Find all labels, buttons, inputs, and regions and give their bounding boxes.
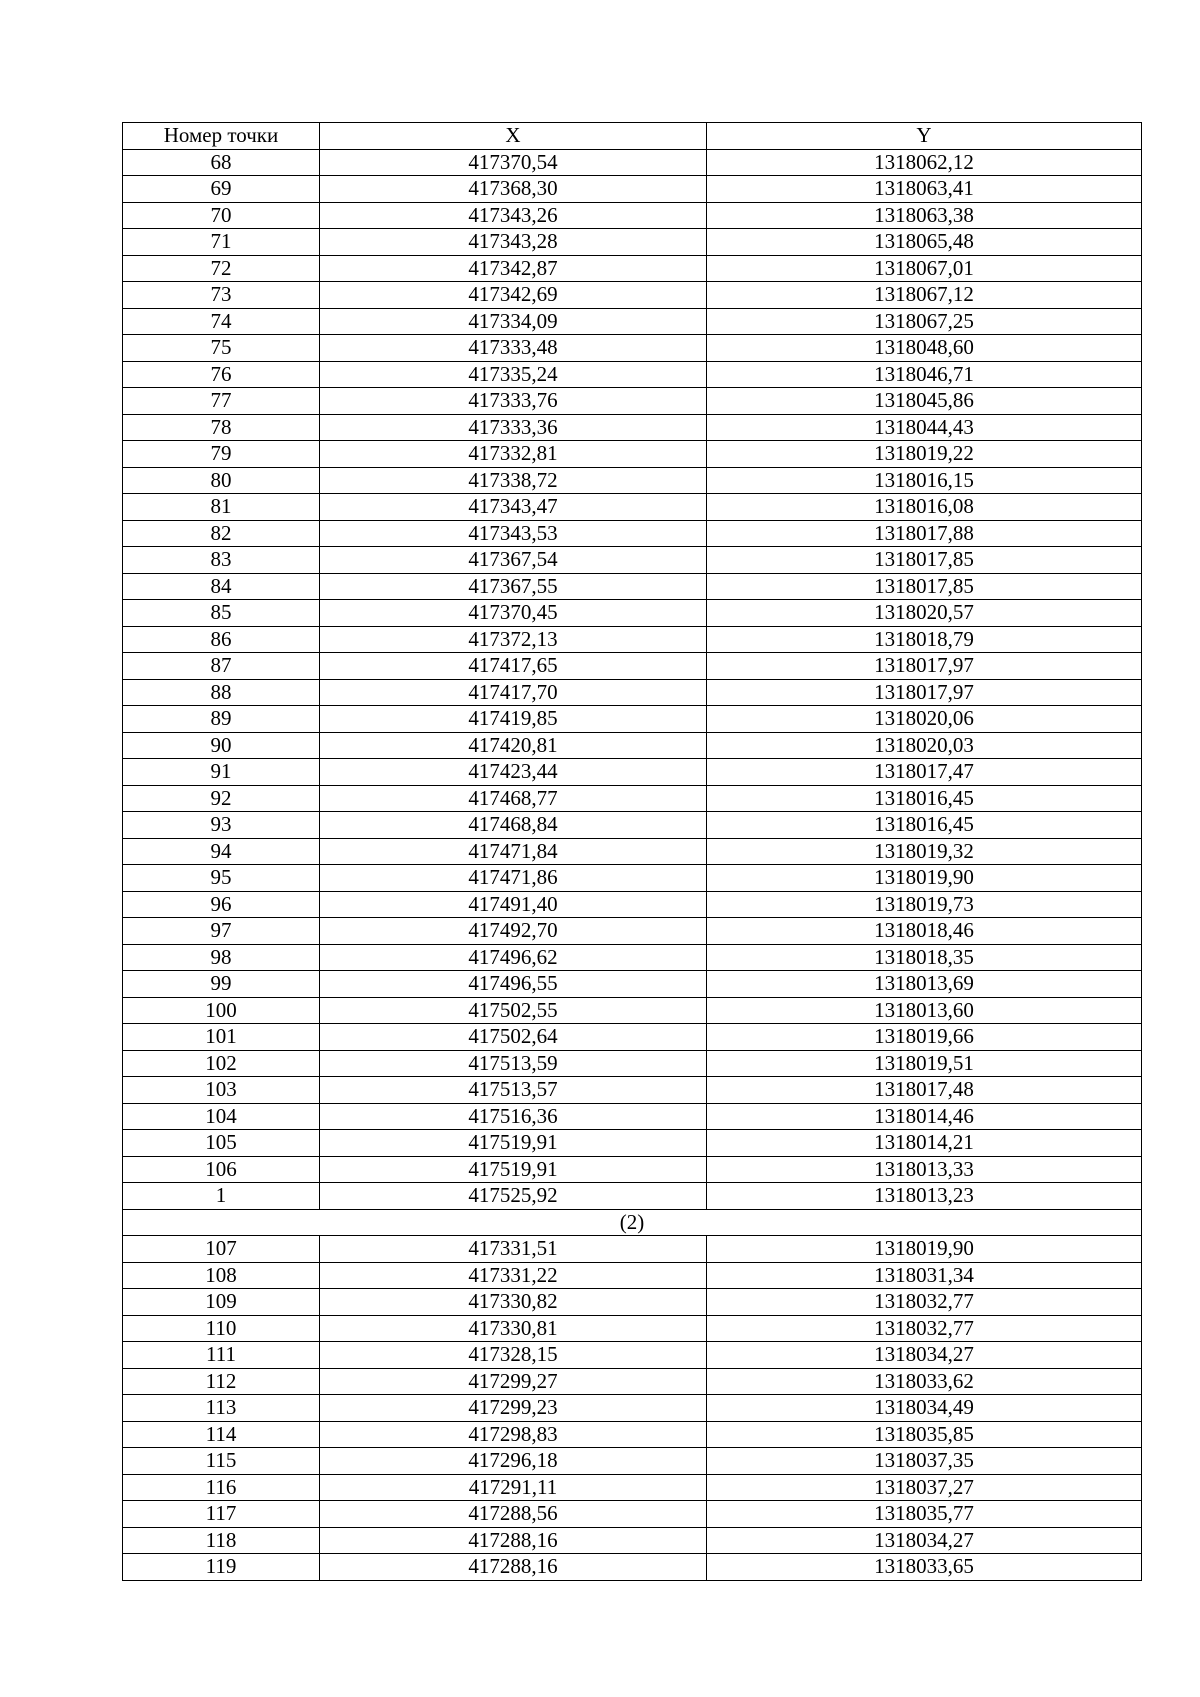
table-row bbox=[123, 441, 1142, 468]
y-cell: 1318065,48 bbox=[707, 229, 1142, 256]
y-cell: 1318063,38 bbox=[707, 202, 1142, 229]
table-row bbox=[123, 1315, 1142, 1342]
point-number-cell: 114 bbox=[123, 1421, 320, 1448]
y-cell: 1318045,86 bbox=[707, 388, 1142, 415]
x-cell: 417420,81 bbox=[320, 732, 707, 759]
y-cell: 1318017,85 bbox=[707, 573, 1142, 600]
x-cell: 417370,54 bbox=[320, 149, 707, 176]
table-row bbox=[123, 229, 1142, 256]
point-number-cell: 92 bbox=[123, 785, 320, 812]
y-cell: 1318044,43 bbox=[707, 414, 1142, 441]
table-row bbox=[123, 891, 1142, 918]
x-cell: 417331,22 bbox=[320, 1262, 707, 1289]
point-number-cell: 85 bbox=[123, 600, 320, 627]
table-row bbox=[123, 785, 1142, 812]
x-cell: 417330,81 bbox=[320, 1315, 707, 1342]
table-row bbox=[123, 918, 1142, 945]
x-cell: 417372,13 bbox=[320, 626, 707, 653]
point-number-cell: 87 bbox=[123, 653, 320, 680]
table-row bbox=[123, 1024, 1142, 1051]
table-row bbox=[123, 1077, 1142, 1104]
y-cell: 1318020,06 bbox=[707, 706, 1142, 733]
table-row bbox=[123, 1342, 1142, 1369]
point-number-cell: 115 bbox=[123, 1448, 320, 1475]
table-row bbox=[123, 944, 1142, 971]
y-cell: 1318016,45 bbox=[707, 785, 1142, 812]
x-cell: 417513,59 bbox=[320, 1050, 707, 1077]
table-row bbox=[123, 653, 1142, 680]
x-cell: 417525,92 bbox=[320, 1183, 707, 1210]
y-cell: 1318017,85 bbox=[707, 547, 1142, 574]
x-cell: 417419,85 bbox=[320, 706, 707, 733]
x-cell: 417335,24 bbox=[320, 361, 707, 388]
point-number-cell: 95 bbox=[123, 865, 320, 892]
point-number-cell: 81 bbox=[123, 494, 320, 521]
x-cell: 417338,72 bbox=[320, 467, 707, 494]
y-cell: 1318016,08 bbox=[707, 494, 1142, 521]
x-cell: 417299,23 bbox=[320, 1395, 707, 1422]
x-cell: 417288,56 bbox=[320, 1501, 707, 1528]
x-cell: 417299,27 bbox=[320, 1368, 707, 1395]
point-number-cell: 108 bbox=[123, 1262, 320, 1289]
x-cell: 417417,70 bbox=[320, 679, 707, 706]
y-cell: 1318017,48 bbox=[707, 1077, 1142, 1104]
table-row bbox=[123, 1527, 1142, 1554]
y-cell: 1318019,22 bbox=[707, 441, 1142, 468]
table-row bbox=[123, 573, 1142, 600]
point-number-cell: 88 bbox=[123, 679, 320, 706]
point-number-cell: 105 bbox=[123, 1130, 320, 1157]
point-number-cell: 100 bbox=[123, 997, 320, 1024]
y-cell: 1318035,85 bbox=[707, 1421, 1142, 1448]
point-number-cell: 71 bbox=[123, 229, 320, 256]
y-cell: 1318019,90 bbox=[707, 1236, 1142, 1263]
table-row bbox=[123, 1130, 1142, 1157]
x-cell: 417519,91 bbox=[320, 1156, 707, 1183]
point-number-cell: 72 bbox=[123, 255, 320, 282]
point-number-cell: 80 bbox=[123, 467, 320, 494]
y-cell: 1318014,21 bbox=[707, 1130, 1142, 1157]
x-cell: 417342,87 bbox=[320, 255, 707, 282]
point-number-cell: 1 bbox=[123, 1183, 320, 1210]
coordinates-table bbox=[122, 122, 1142, 1581]
x-cell: 417468,77 bbox=[320, 785, 707, 812]
point-number-cell: 77 bbox=[123, 388, 320, 415]
x-cell: 417491,40 bbox=[320, 891, 707, 918]
table-row bbox=[123, 971, 1142, 998]
x-cell: 417342,69 bbox=[320, 282, 707, 309]
y-cell: 1318034,27 bbox=[707, 1342, 1142, 1369]
table-row bbox=[123, 176, 1142, 203]
point-number-cell: 83 bbox=[123, 547, 320, 574]
point-number-cell: 76 bbox=[123, 361, 320, 388]
y-cell: 1318035,77 bbox=[707, 1501, 1142, 1528]
point-number-cell: 70 bbox=[123, 202, 320, 229]
point-number-cell: 91 bbox=[123, 759, 320, 786]
x-cell: 417367,55 bbox=[320, 573, 707, 600]
table-row bbox=[123, 812, 1142, 839]
point-number-cell: 109 bbox=[123, 1289, 320, 1316]
point-number-cell: 98 bbox=[123, 944, 320, 971]
x-cell: 417328,15 bbox=[320, 1342, 707, 1369]
point-number-cell: 116 bbox=[123, 1474, 320, 1501]
table-row bbox=[123, 335, 1142, 362]
point-number-cell: 110 bbox=[123, 1315, 320, 1342]
point-number-cell: 104 bbox=[123, 1103, 320, 1130]
y-cell: 1318016,15 bbox=[707, 467, 1142, 494]
y-cell: 1318067,25 bbox=[707, 308, 1142, 335]
y-cell: 1318019,32 bbox=[707, 838, 1142, 865]
y-cell: 1318048,60 bbox=[707, 335, 1142, 362]
table-header-row bbox=[123, 123, 1142, 150]
point-number-cell: 93 bbox=[123, 812, 320, 839]
point-number-cell: 90 bbox=[123, 732, 320, 759]
point-number-cell: 78 bbox=[123, 414, 320, 441]
x-cell: 417332,81 bbox=[320, 441, 707, 468]
y-cell: 1318037,27 bbox=[707, 1474, 1142, 1501]
point-number-cell: 69 bbox=[123, 176, 320, 203]
table-row bbox=[123, 997, 1142, 1024]
table-row bbox=[123, 308, 1142, 335]
table-row bbox=[123, 1448, 1142, 1475]
y-cell: 1318013,23 bbox=[707, 1183, 1142, 1210]
section-separator-row bbox=[123, 1209, 1142, 1236]
table-row bbox=[123, 388, 1142, 415]
y-cell: 1318017,88 bbox=[707, 520, 1142, 547]
table-row bbox=[123, 149, 1142, 176]
x-cell: 417343,47 bbox=[320, 494, 707, 521]
table-row bbox=[123, 494, 1142, 521]
point-number-cell: 73 bbox=[123, 282, 320, 309]
x-cell: 417331,51 bbox=[320, 1236, 707, 1263]
point-number-cell: 94 bbox=[123, 838, 320, 865]
table-row bbox=[123, 1501, 1142, 1528]
y-cell: 1318019,51 bbox=[707, 1050, 1142, 1077]
table-row bbox=[123, 255, 1142, 282]
point-number-cell: 118 bbox=[123, 1527, 320, 1554]
x-cell: 417291,11 bbox=[320, 1474, 707, 1501]
x-cell: 417288,16 bbox=[320, 1527, 707, 1554]
table-row bbox=[123, 547, 1142, 574]
x-cell: 417516,36 bbox=[320, 1103, 707, 1130]
table-row bbox=[123, 1474, 1142, 1501]
table-row bbox=[123, 1183, 1142, 1210]
x-cell: 417471,86 bbox=[320, 865, 707, 892]
point-number-cell: 74 bbox=[123, 308, 320, 335]
y-cell: 1318046,71 bbox=[707, 361, 1142, 388]
y-cell: 1318019,66 bbox=[707, 1024, 1142, 1051]
y-cell: 1318032,77 bbox=[707, 1289, 1142, 1316]
x-cell: 417333,76 bbox=[320, 388, 707, 415]
table-row bbox=[123, 1050, 1142, 1077]
table-row bbox=[123, 1289, 1142, 1316]
x-cell: 417368,30 bbox=[320, 176, 707, 203]
y-cell: 1318020,57 bbox=[707, 600, 1142, 627]
x-cell: 417298,83 bbox=[320, 1421, 707, 1448]
table-row bbox=[123, 1554, 1142, 1581]
y-cell: 1318013,69 bbox=[707, 971, 1142, 998]
point-number-cell: 96 bbox=[123, 891, 320, 918]
point-number-cell: 82 bbox=[123, 520, 320, 547]
x-cell: 417343,53 bbox=[320, 520, 707, 547]
y-cell: 1318017,47 bbox=[707, 759, 1142, 786]
table-row bbox=[123, 706, 1142, 733]
table-row bbox=[123, 202, 1142, 229]
table-row bbox=[123, 1421, 1142, 1448]
y-cell: 1318017,97 bbox=[707, 653, 1142, 680]
table-row bbox=[123, 1103, 1142, 1130]
y-cell: 1318018,79 bbox=[707, 626, 1142, 653]
y-cell: 1318067,12 bbox=[707, 282, 1142, 309]
table-row bbox=[123, 1236, 1142, 1263]
point-number-cell: 117 bbox=[123, 1501, 320, 1528]
x-cell: 417502,55 bbox=[320, 997, 707, 1024]
x-cell: 417296,18 bbox=[320, 1448, 707, 1475]
table-row bbox=[123, 759, 1142, 786]
y-cell: 1318031,34 bbox=[707, 1262, 1142, 1289]
table-row bbox=[123, 282, 1142, 309]
table-row bbox=[123, 865, 1142, 892]
table-row bbox=[123, 361, 1142, 388]
y-cell: 1318014,46 bbox=[707, 1103, 1142, 1130]
x-cell: 417367,54 bbox=[320, 547, 707, 574]
point-number-cell: 103 bbox=[123, 1077, 320, 1104]
table-row bbox=[123, 732, 1142, 759]
x-cell: 417423,44 bbox=[320, 759, 707, 786]
table-row bbox=[123, 626, 1142, 653]
x-cell: 417496,62 bbox=[320, 944, 707, 971]
y-cell: 1318016,45 bbox=[707, 812, 1142, 839]
x-cell: 417417,65 bbox=[320, 653, 707, 680]
x-cell: 417502,64 bbox=[320, 1024, 707, 1051]
point-number-cell: 84 bbox=[123, 573, 320, 600]
table-row bbox=[123, 467, 1142, 494]
x-cell: 417288,16 bbox=[320, 1554, 707, 1581]
point-number-cell: 111 bbox=[123, 1342, 320, 1369]
x-cell: 417334,09 bbox=[320, 308, 707, 335]
y-cell: 1318067,01 bbox=[707, 255, 1142, 282]
section-label: (2) bbox=[123, 1209, 1142, 1236]
point-number-cell: 79 bbox=[123, 441, 320, 468]
point-number-cell: 106 bbox=[123, 1156, 320, 1183]
table-row bbox=[123, 679, 1142, 706]
table-row bbox=[123, 600, 1142, 627]
x-cell: 417343,28 bbox=[320, 229, 707, 256]
x-cell: 417333,36 bbox=[320, 414, 707, 441]
point-number-cell: 99 bbox=[123, 971, 320, 998]
table-row bbox=[123, 414, 1142, 441]
y-cell: 1318019,73 bbox=[707, 891, 1142, 918]
table-row bbox=[123, 1262, 1142, 1289]
y-cell: 1318019,90 bbox=[707, 865, 1142, 892]
point-number-cell: 119 bbox=[123, 1554, 320, 1581]
y-cell: 1318033,65 bbox=[707, 1554, 1142, 1581]
table-row bbox=[123, 1156, 1142, 1183]
y-cell: 1318062,12 bbox=[707, 149, 1142, 176]
y-cell: 1318013,33 bbox=[707, 1156, 1142, 1183]
x-cell: 417496,55 bbox=[320, 971, 707, 998]
table-body bbox=[123, 149, 1142, 1580]
point-number-cell: 102 bbox=[123, 1050, 320, 1077]
y-cell: 1318034,27 bbox=[707, 1527, 1142, 1554]
y-cell: 1318037,35 bbox=[707, 1448, 1142, 1475]
y-cell: 1318034,49 bbox=[707, 1395, 1142, 1422]
point-number-cell: 97 bbox=[123, 918, 320, 945]
y-cell: 1318032,77 bbox=[707, 1315, 1142, 1342]
x-cell: 417519,91 bbox=[320, 1130, 707, 1157]
x-cell: 417330,82 bbox=[320, 1289, 707, 1316]
point-number-cell: 86 bbox=[123, 626, 320, 653]
x-cell: 417343,26 bbox=[320, 202, 707, 229]
x-cell: 417468,84 bbox=[320, 812, 707, 839]
y-cell: 1318013,60 bbox=[707, 997, 1142, 1024]
y-cell: 1318017,97 bbox=[707, 679, 1142, 706]
y-cell: 1318018,35 bbox=[707, 944, 1142, 971]
table-row bbox=[123, 838, 1142, 865]
point-number-cell: 113 bbox=[123, 1395, 320, 1422]
point-number-cell: 75 bbox=[123, 335, 320, 362]
header-point-number: Номер точки bbox=[123, 123, 320, 150]
header-x: X bbox=[320, 123, 707, 150]
table-row bbox=[123, 520, 1142, 547]
point-number-cell: 107 bbox=[123, 1236, 320, 1263]
x-cell: 417333,48 bbox=[320, 335, 707, 362]
y-cell: 1318020,03 bbox=[707, 732, 1142, 759]
y-cell: 1318018,46 bbox=[707, 918, 1142, 945]
point-number-cell: 112 bbox=[123, 1368, 320, 1395]
table-row bbox=[123, 1395, 1142, 1422]
x-cell: 417370,45 bbox=[320, 600, 707, 627]
x-cell: 417471,84 bbox=[320, 838, 707, 865]
header-y: Y bbox=[707, 123, 1142, 150]
table-row bbox=[123, 1368, 1142, 1395]
point-number-cell: 101 bbox=[123, 1024, 320, 1051]
point-number-cell: 89 bbox=[123, 706, 320, 733]
y-cell: 1318033,62 bbox=[707, 1368, 1142, 1395]
x-cell: 417492,70 bbox=[320, 918, 707, 945]
y-cell: 1318063,41 bbox=[707, 176, 1142, 203]
point-number-cell: 68 bbox=[123, 149, 320, 176]
x-cell: 417513,57 bbox=[320, 1077, 707, 1104]
